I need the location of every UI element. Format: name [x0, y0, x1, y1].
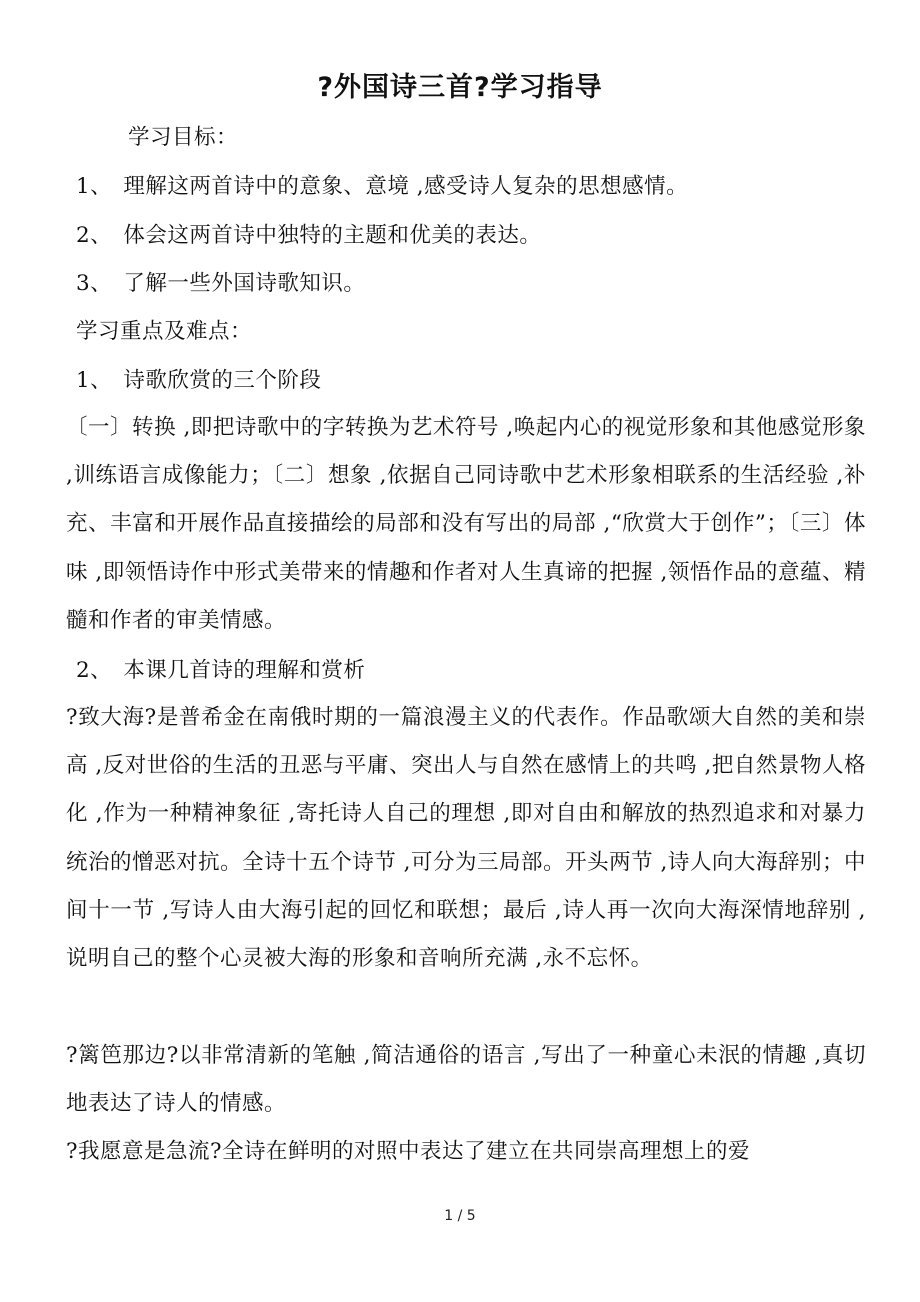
focus-heading: 学习重点及难点：	[76, 319, 253, 344]
paragraph-i-wish-to-be-a-torrent: ?我愿意是急流?全诗在鲜明的对照中表达了建立在共同崇高理想上的爱	[66, 1139, 751, 1164]
document-title: ?外国诗三首?学习指导	[317, 72, 603, 103]
goal-item-1: 1、 理解这两首诗中的意象、意境 ,感受诗人复杂的思想感情。	[76, 174, 689, 199]
goal-item-3: 3、 了解一些外国诗歌知识。	[76, 271, 366, 296]
paragraph-beyond-the-fence: ?篱笆那边?以非常清新的笔触 ,简洁通俗的语言 ,写出了一种童心未泯的情趣 ,真切地表达了诗人的情感。	[66, 1043, 866, 1117]
page-number: 1 / 5	[444, 1208, 476, 1224]
section-1-heading: 1、 诗歌欣赏的三个阶段	[76, 368, 322, 393]
section-2-heading: 2、 本课几首诗的理解和赏析	[76, 658, 366, 683]
goals-heading: 学习目标：	[128, 125, 239, 150]
paragraph-to-the-sea: ?致大海?是普希金在南俄时期的一篇浪漫主义的代表作。作品歌颂大自然的美和崇高 ,反对世俗的生活的丑恶与平庸、突出人与自然在感情上的共鸣 ,把自然景物人格化 ,作为一种精神象征 ,寄托诗人自己的理想 ,即对自由和解放的热烈追求和对暴力统治的憎恶对抗。全诗十五个诗节 ,可分为三局部。开头两节 ,诗人向大海辞别；中间十一节 ,写诗人由大海引起的回忆和联想；最后 ,诗人再一次向大海深情地辞别 ,说明自己的整个心灵被大海的形象和音响所充满 ,永不忘怀。	[66, 705, 866, 972]
goal-item-2: 2、 体会这两首诗中独特的主题和优美的表达。	[76, 223, 542, 248]
section-1-body: 〔一〕转换 ,即把诗歌中的字转换为艺术符号 ,唤起内心的视觉形象和其他感觉形象 ,训练语言成像能力；〔二〕想象 ,依据自己同诗歌中艺术形象相联系的生活经验 ,补充、丰富和开展作品直接描绘的局部和没有写出的局部 ,“欣赏大于创作”；〔三〕体味 ,即领悟诗作中形式美带来的情趣和作者对人生真谛的把握 ,领悟作品的意蕴、精髓和作者的审美情感。	[66, 415, 866, 633]
